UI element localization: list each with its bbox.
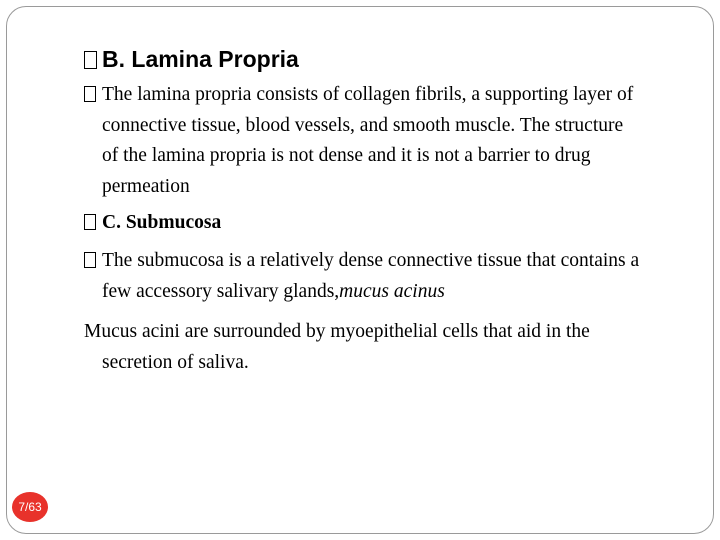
section-c-paragraph (84, 246, 694, 307)
paragraph-line: The submucosa is a relatively dense connective tissue that contains a (102, 250, 640, 271)
paragraph-line (102, 277, 694, 308)
paragraph-line: The lamina propria consists of collagen fibrils, a supporting layer of (102, 84, 634, 105)
section-b-heading-text: B. Lamina Propria (102, 46, 299, 72)
section-b-paragraph (84, 80, 694, 202)
note-line: Mucus acini are surrounded by myoepithelial cells that aid in the (84, 321, 590, 342)
paragraph-line: permeation (102, 175, 190, 197)
paragraph-line: of the lamina propria is not dense and it is not a barrier to drug (102, 145, 591, 166)
paragraph-text: few accessory salivary glands, (102, 280, 340, 302)
note-line: secretion of saliva. (102, 351, 249, 373)
page-number-badge: 7/63 (12, 492, 48, 522)
section-c-heading-text: C. Submucosa (102, 212, 222, 233)
section-c-heading (84, 208, 694, 238)
note-paragraph (84, 317, 694, 378)
section-b-heading (84, 44, 694, 74)
slide-content (84, 44, 694, 378)
paragraph-italic-term: mucus acinus (339, 280, 445, 302)
bullet-box-icon (84, 214, 96, 230)
bullet-box-icon (84, 86, 96, 102)
bullet-box-icon (84, 51, 97, 69)
paragraph-line: connective tissue, blood vessels, and smooth muscle. The structure (102, 114, 624, 136)
bullet-box-icon (84, 252, 96, 268)
